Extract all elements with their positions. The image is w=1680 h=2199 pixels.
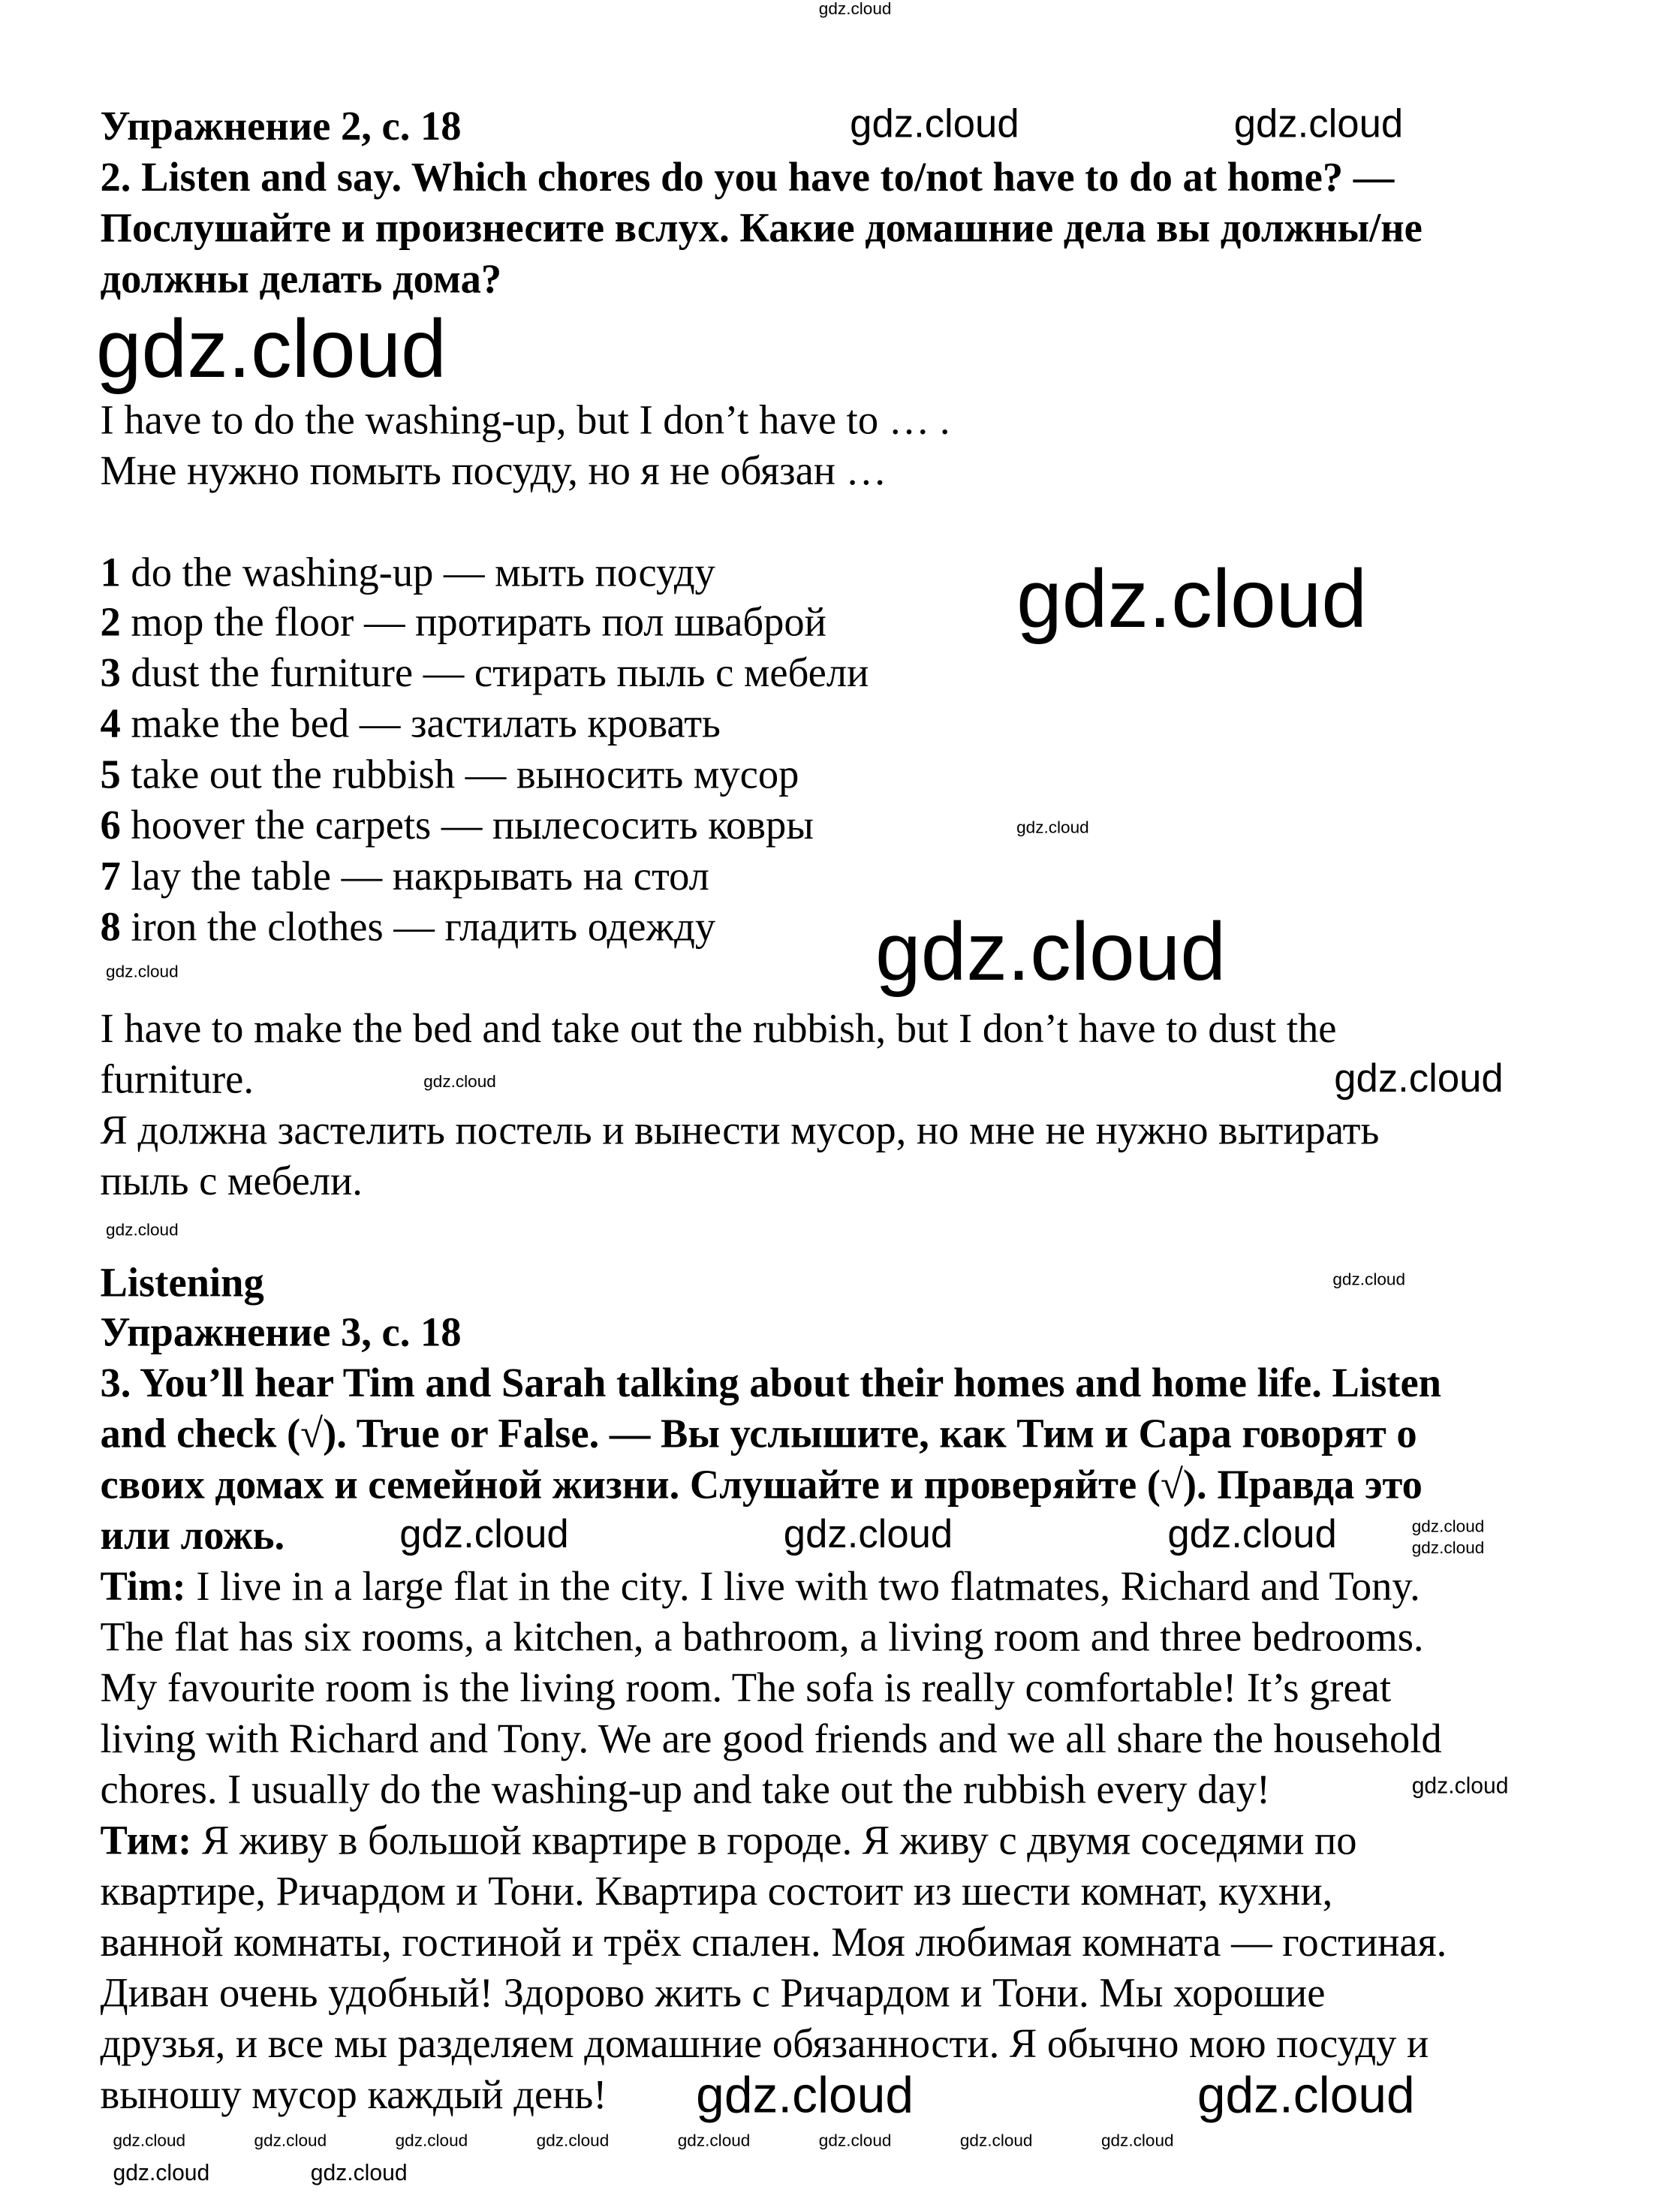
text-line [101,1917,1447,1969]
plain-text: furniture. [100,1057,254,1103]
bold-text: или ложь. [100,1514,285,1559]
plain-text: living with Richard and Tony. We are good friends and we all share the household [100,1716,1442,1763]
watermark: gdz.cloud [850,101,1019,146]
bold-text: Listening [100,1261,264,1306]
text-line [101,396,950,447]
watermark: gdz.cloud [113,2161,210,2186]
watermark: gdz.cloud [1332,1269,1406,1290]
text-line [101,152,1395,203]
watermark: gdz.cloud [1016,817,1089,838]
text-line [101,598,826,649]
bold-text: 7 [100,854,121,900]
text-line [101,902,716,953]
text-line [101,800,814,851]
text-line [101,2070,607,2121]
plain-text: друзья, и все мы разделяем домашние обязанности. Я обычно мою посуду и [100,2022,1429,2068]
text-line [101,1460,1423,1511]
bold-text: 2 [100,600,121,646]
plain-text: пыль с мебели. [100,1159,363,1205]
watermark: gdz.cloud [1411,1516,1485,1537]
text-line [101,1866,1333,1917]
watermark: gdz.cloud [1100,2130,1174,2151]
bold-text: своих домах и семейной жизни. Слушайте и проверяйте (√). Правда это [100,1462,1423,1508]
plain-text: I live in a large flat in the city. I live with two flatmates, Richard and Tony. [185,1564,1420,1610]
plain-text: Мне нужно помыть посуду, но я не обязан … [100,449,887,495]
bold-text: and check (√). True or False. — Вы услышите, как Тим и Сара говорят о [100,1411,1417,1457]
plain-text: выношу мусор каждый день! [100,2072,607,2119]
bold-text: Тим: [100,1818,192,1864]
watermark: gdz.cloud [783,1512,953,1556]
watermark: gdz.cloud [113,2130,186,2151]
plain-text: квартире, Ричардом и Тони. Квартира состоит из шести комнат, кухни, [100,1869,1333,1915]
plain-text: dust the furniture — стирать пыль с мебели [120,651,869,697]
bold-text: Tim: [100,1564,186,1610]
plain-text: lay the table — накрывать на стол [120,854,709,900]
text-line [101,648,869,699]
bold-text: Послушайте и произнесите вслух. Какие домашние дела вы должны/не [100,206,1423,252]
plain-text: My favourite room is the living room. The sofa is really comfortable! It’s great [100,1666,1392,1712]
text-line [101,1409,1417,1460]
watermark: gdz.cloud [395,2130,468,2151]
watermark: gdz.cloud [1016,553,1368,646]
text-line [101,101,462,152]
text-line [101,1258,264,1309]
text-line [101,1308,462,1359]
watermark: gdz.cloud [254,2130,327,2151]
text-line [101,1511,285,1562]
text-line [101,851,709,902]
plain-text: ванной комнаты, гостиной и трёх спален. Моя любимая комната — гостиная. [100,1920,1447,1966]
text-line [101,1816,1357,1867]
text-line [101,1004,1337,1055]
plain-text: I have to do the washing-up, but I don’t have to … . [100,398,950,444]
bold-text: 3 [100,651,121,697]
bold-text: Упражнение 2, с. 18 [100,104,462,150]
plain-text: do the washing-up — мыть посуду [120,550,715,596]
bold-text: 8 [100,905,121,950]
text-line [101,1156,363,1207]
watermark: gdz.cloud [1197,2065,1415,2124]
plain-text: make the bed — застилать кровать [120,701,721,747]
watermark: gdz.cloud [1233,101,1404,146]
watermark: gdz.cloud [399,1512,569,1556]
plain-text: iron the clothes — гладить одежду [120,905,716,950]
bold-text: 2. Listen and say. Which chores do you have to/not have to do at home? — [100,155,1395,201]
text-line [101,1358,1441,1409]
text-line [101,203,1423,255]
watermark: gdz.cloud [536,2130,610,2151]
text-line [101,1055,254,1106]
plain-text: Диван очень удобный! Здорово жить с Ричардом и Тони. Мы хорошие [100,1971,1326,2017]
plain-text: Я должна застелить постель и вынести мусор, но мне не нужно вытирать [100,1108,1380,1154]
bold-text: 4 [100,701,121,747]
plain-text: mop the floor — протирать пол шваброй [120,600,826,646]
bold-text: 6 [100,803,121,849]
bold-text: Упражнение 3, с. 18 [100,1310,462,1356]
text-line [101,446,887,497]
plain-text: I have to make the bed and take out the rubbish, but I don’t have to dust the [100,1006,1337,1053]
watermark: gdz.cloud [818,2130,892,2151]
bold-text: 5 [100,752,121,798]
watermark: gdz.cloud [677,2130,751,2151]
plain-text: The flat has six rooms, a kitchen, a bathroom, a living room and three bedrooms. [100,1615,1424,1661]
text-line [101,1106,1380,1157]
text-line [101,548,715,599]
text-line [101,1613,1424,1664]
watermark: gdz.cloud [875,906,1227,999]
watermark: gdz.cloud [106,961,179,982]
bold-text: должны делать дома? [100,257,502,303]
plain-text: chores. I usually do the washing-up and take out the rubbish every day! [100,1767,1271,1813]
text-line [101,699,721,750]
text-line [101,2019,1429,2070]
watermark: gdz.cloud [95,303,447,396]
plain-text: take out the rubbish — выносить мусор [120,752,799,798]
bold-text: 1 [100,550,121,596]
text-line [101,1765,1271,1816]
watermark: gdz.cloud [1411,1538,1485,1558]
text-line [101,1663,1392,1714]
watermark: gdz.cloud [310,2161,408,2186]
text-line [101,1562,1420,1613]
watermark: gdz.cloud [1334,1056,1504,1101]
watermark: gdz.cloud [423,1071,496,1092]
text-line [101,750,799,801]
text-line [101,1714,1442,1765]
watermark: gdz.cloud [818,0,892,19]
watermark: gdz.cloud [696,2065,914,2124]
watermark: gdz.cloud [1411,1775,1509,1800]
text-line [101,255,502,306]
watermark: gdz.cloud [1167,1512,1337,1556]
plain-text: Я живу в большой квартире в городе. Я живу с двумя соседями по [191,1818,1357,1864]
text-line [101,1969,1326,2020]
watermark: gdz.cloud [959,2130,1033,2151]
plain-text: hoover the carpets — пылесосить ковры [120,803,814,849]
bold-text: 3. You’ll hear Tim and Sarah talking about their homes and home life. Listen [100,1360,1442,1407]
watermark: gdz.cloud [106,1219,179,1240]
